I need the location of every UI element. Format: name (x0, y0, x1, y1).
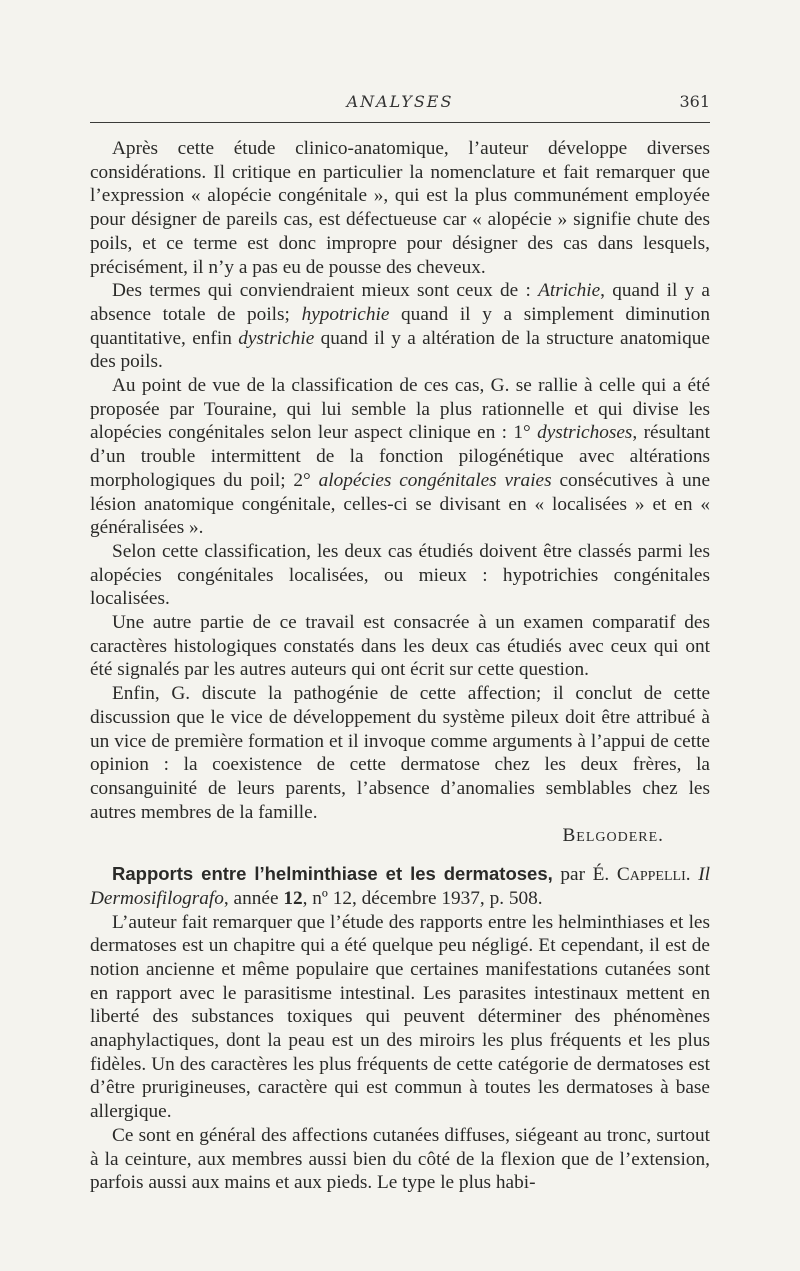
term-hypotrichie: hypotrichie (301, 303, 390, 325)
journal-year: 12 (283, 887, 303, 909)
paragraph: L’auteur fait remarquer que l’étude des rapports entre les helminthiases et les dermatoses est un chapitre qui a été quelque peu négligé. Et cependant, il est de notion ancienne et même populaire que certaines manifestations cutanées sont en rapport avec le parasitisme intestinal. Les parasites intestinaux mettent en liberté des substances toxiques qui peuvent déterminer des phénomènes anaphylactiques, dont la peau est un des miroirs les plus fréquents et les plus fidèles. Un des caractères les plus fréquents de cette catégorie de dermatoses est d’être prurigineuses, caractère qui est commun à toutes les dermatoses à base allergique. (90, 911, 710, 1123)
article-author: É. Cappelli. (592, 864, 691, 886)
paragraph: Une autre partie de ce travail est consacrée à un examen comparatif des caractères histologiques constatés dans les deux cas étudiés avec ceux qui ont été signalés par les autres auteurs qui ont écrit sur cette question. (90, 612, 710, 681)
article-title: Rapports entre l’helminthiase et les dermatoses, (112, 863, 553, 885)
paragraph: Enfin, G. discute la pathogénie de cette affection; il conclut de cette discussion que le vice de développement du système pileux doit être attribué à un vice de première formation et il invoque comme arguments à l’appui de cette opinion : la coexistence de cette dermatose chez les deux frères, la consanguinité de leurs parents, l’absence d’anomalies semblables chez les autres membres de la famille. (90, 683, 710, 823)
reviewer-signature: Belgodere. (562, 825, 664, 847)
paragraph: Ce sont en général des affections cutanées diffuses, siégeant au tronc, surtout à la ceinture, aux membres aussi bien du côté de la flexion que de l’extension, parfois aussi aux mains et aux pieds. Le type le plus habi- (90, 1124, 710, 1194)
page-header (90, 92, 710, 123)
term-dystrichoses: dystrichoses (537, 422, 633, 444)
page-body (90, 137, 710, 1195)
term-dystrichie: dystrichie (238, 327, 315, 349)
term-atrichie: Atrichie (538, 280, 601, 302)
running-title: ANALYSES (346, 92, 454, 111)
paragraph: Au point de vue de la classification de ces cas, G. se rallie à celle qui a été proposée par Touraine, qui lui semble la plus rationnelle et qui divise les alopécies congénitales selon leur aspect clinique en : 1° dystrichoses, résultant d’un trouble intermittent de la fonction pilogénétique avec altérations morphologiques du poil; 2° alopécies congénitales vraies consécutives à une lésion anatomique congénitale, celles-ci se divisant en « localisées » et en « généralisées ». (90, 375, 710, 539)
page-number: 361 (679, 92, 710, 111)
article-heading: Rapports entre l’helminthiase et les dermatoses, par É. Cappelli. Il Dermosifilografo, année 12, nº 12, décembre 1937, p. 508. (90, 863, 710, 909)
paragraph: Selon cette classification, les deux cas étudiés doivent être classés parmi les alopécies congénitales localisées, ou mieux : hypotrichies congénitales localisées. (90, 540, 710, 610)
journal-name: Il Dermosifilografo (90, 864, 710, 909)
paragraph: Des termes qui conviendraient mieux sont ceux de : Atrichie, quand il y a absence totale de poils; hypotrichie quand il y a simplement diminution quantitative, enfin dystrichie quand il y a altération de la structure anatomique des poils. (90, 280, 710, 373)
paragraph: Après cette étude clinico-anatomique, l’auteur développe diverses considérations. Il critique en particulier la nomenclature et fait remarquer que l’expression « alopécie congénitale », qui est la plus communément employée pour désigner de pareils cas, est défectueuse car « alopécie » signifie chute des poils, et ce terme est donc impropre pour désigner des cas dans lesquels, précisément, il n’y a pas eu de pousse des cheveux. (90, 138, 710, 278)
term-alopecies-vraies: alopécies congénitales vraies (318, 469, 552, 491)
